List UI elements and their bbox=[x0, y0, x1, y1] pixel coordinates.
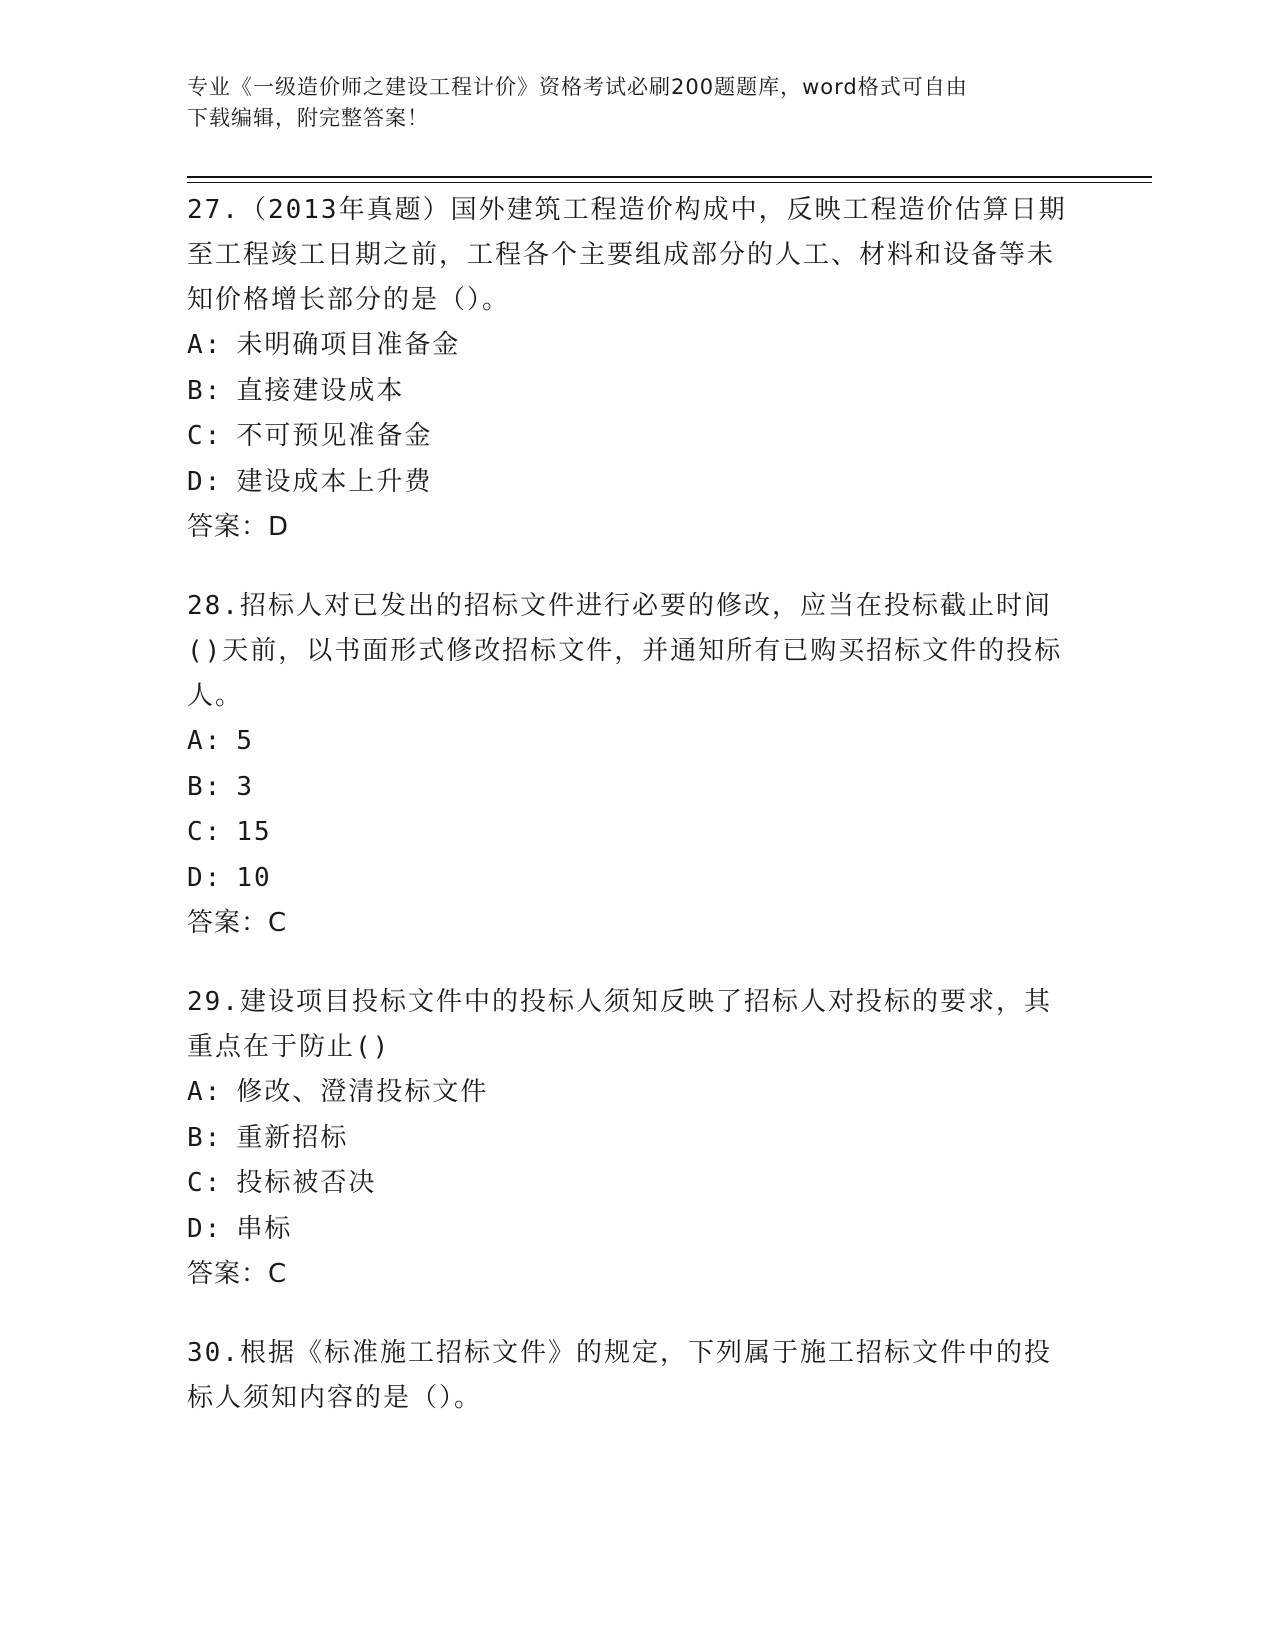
question-28 bbox=[187, 584, 1087, 946]
option-b bbox=[187, 1116, 1087, 1162]
header-line-1: 专业《一级造价师之建设工程计价》资格考试必刷200题题库，word格式可自由 bbox=[187, 75, 968, 99]
option-c bbox=[187, 810, 1087, 856]
option-c bbox=[187, 414, 1087, 460]
header-divider-thin bbox=[187, 182, 1152, 183]
question-29 bbox=[187, 980, 1087, 1297]
option-key: C: bbox=[187, 1168, 223, 1198]
document-header bbox=[187, 72, 1087, 134]
header-line-2: 下载编辑，附完整答案！ bbox=[187, 106, 429, 130]
question-27 bbox=[187, 188, 1087, 550]
option-key: B: bbox=[187, 375, 223, 406]
option-text: 10 bbox=[236, 862, 272, 893]
question-text: 27.（2013年真题）国外建筑工程造价构成中，反映工程造价估算日期至工程竣工日期之前，工程各个主要组成部分的人工、材料和设备等未知价格增长部分的是（）。 bbox=[187, 195, 1067, 315]
option-d bbox=[187, 856, 1087, 902]
question-text: 29.建设项目投标文件中的投标人须知反映了招标人对投标的要求，其重点在于防止() bbox=[187, 987, 1052, 1062]
question-text: 30.根据《标准施工招标文件》的规定，下列属于施工招标文件中的投标人须知内容的是（）。 bbox=[187, 1338, 1052, 1413]
option-text: 重新招标 bbox=[236, 1122, 349, 1153]
question-text: 28.招标人对已发出的招标文件进行必要的修改，应当在投标截止时间()天前，以书面形式修改招标文件，并通知所有已购买招标文件的投标人。 bbox=[187, 591, 1063, 711]
option-b bbox=[187, 765, 1087, 811]
option-text: 不可预见准备金 bbox=[236, 421, 433, 451]
option-key: D: bbox=[187, 862, 223, 893]
option-text: 串标 bbox=[236, 1213, 293, 1244]
option-a bbox=[187, 323, 1087, 369]
option-text: 建设成本上升费 bbox=[236, 466, 433, 497]
option-a bbox=[187, 719, 1087, 765]
option-key: A: bbox=[187, 726, 223, 756]
answer: 答案：D bbox=[187, 512, 290, 542]
option-key: D: bbox=[187, 1213, 223, 1244]
question-30 bbox=[187, 1331, 1087, 1421]
option-b bbox=[187, 369, 1087, 415]
option-c bbox=[187, 1161, 1087, 1207]
header-divider-thick bbox=[187, 176, 1152, 178]
option-key: C: bbox=[187, 817, 223, 847]
option-text: 未明确项目准备金 bbox=[236, 330, 461, 360]
option-a bbox=[187, 1070, 1087, 1116]
option-key: D: bbox=[187, 466, 223, 497]
option-text: 3 bbox=[236, 771, 254, 802]
option-key: B: bbox=[187, 1122, 223, 1153]
option-text: 直接建设成本 bbox=[236, 375, 405, 406]
option-text: 5 bbox=[236, 726, 254, 756]
question-list bbox=[187, 188, 1087, 1455]
option-text: 修改、澄清投标文件 bbox=[236, 1077, 489, 1107]
option-key: C: bbox=[187, 421, 223, 451]
option-text: 投标被否决 bbox=[236, 1168, 377, 1198]
option-key: A: bbox=[187, 330, 223, 360]
answer: 答案：C bbox=[187, 908, 288, 938]
option-d bbox=[187, 1207, 1087, 1253]
option-d bbox=[187, 460, 1087, 506]
option-text: 15 bbox=[236, 817, 272, 847]
answer: 答案：C bbox=[187, 1259, 288, 1289]
option-key: B: bbox=[187, 771, 223, 802]
option-key: A: bbox=[187, 1077, 223, 1107]
